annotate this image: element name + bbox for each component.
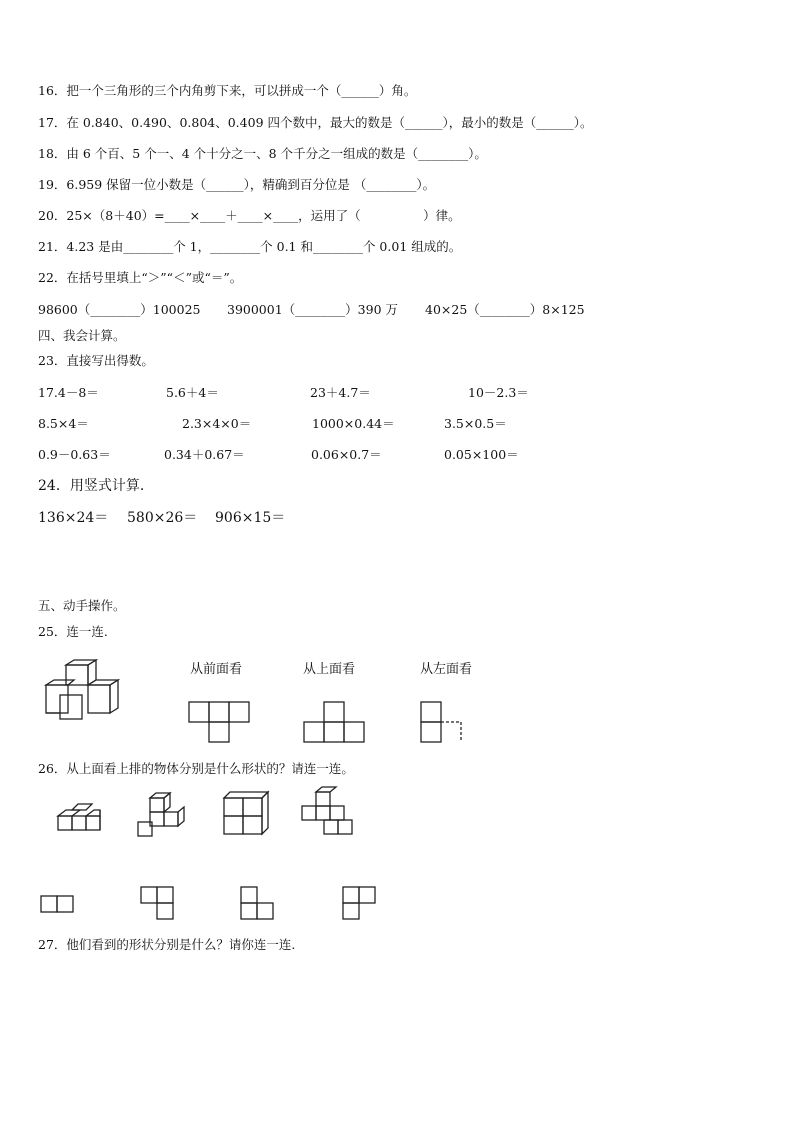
compare-item-3: 40×25（________）8×125 <box>425 302 585 317</box>
question-23: 23．直接写出得数。 <box>38 353 154 368</box>
calc-r1-c2: 5.6＋4＝ <box>166 385 219 400</box>
view-label-left: 从左面看 <box>420 662 473 677</box>
question-26: 26．从上面看上排的物体分别是什么形状的？请连一连。 <box>38 761 354 776</box>
section-4-heading: 四、我会计算。 <box>38 328 126 343</box>
calc-r1-c3: 23＋4.7＝ <box>310 385 371 400</box>
calc-r1-c1: 17.4－8＝ <box>38 385 99 400</box>
question-21: 21．4.23 是由________个 1，________个 0.1 和________个 0.01 组成的。 <box>38 239 462 254</box>
compare-item-2: 3900001（________）390 万 <box>227 302 399 317</box>
top-view-2 <box>140 885 176 923</box>
calc-r3-c1: 0.9－0.63＝ <box>38 447 111 462</box>
calc-r2-c3: 1000×0.44＝ <box>312 416 395 431</box>
view-label-top: 从上面看 <box>303 662 356 677</box>
question-18: 18．由 6 个百、5 个一、4 个十分之一、8 个千分之一组成的数是（________）。 <box>38 146 487 161</box>
question-27: 27．他们看到的形状分别是什么？请你连一连. <box>38 937 296 952</box>
calc-r2-c1: 8.5×4＝ <box>38 416 89 431</box>
calc-r1-c4: 10－2.3＝ <box>468 385 529 400</box>
top-view-3 <box>240 885 276 923</box>
cube-stack-figure <box>44 657 124 722</box>
top-view-4 <box>342 885 378 923</box>
question-20: 20．25×（8＋40）=____×____＋____×____，运用了（ ）律。 <box>38 208 461 223</box>
view-shape-column <box>420 700 466 746</box>
calc-r3-c2: 0.34＋0.67＝ <box>164 447 245 462</box>
view-shape-t <box>188 700 252 746</box>
vertical-calc-2: 580×26＝ <box>127 510 198 526</box>
view-label-front: 从前面看 <box>190 662 243 677</box>
question-19: 19．6.959 保留一位小数是（______），精确到百分位是 （________）。 <box>38 177 436 192</box>
calc-r2-c4: 3.5×0.5＝ <box>444 416 507 431</box>
question-16: 16．把一个三角形的三个内角剪下来，可以拼成一个（______）角。 <box>38 83 417 98</box>
view-shape-inverted-t <box>303 700 367 746</box>
question-24: 24．用竖式计算. <box>38 478 145 494</box>
section-5-heading: 五、动手操作。 <box>38 598 126 613</box>
compare-item-1: 98600（________）100025 <box>38 302 201 317</box>
question-25: 25．连一连. <box>38 624 108 639</box>
calc-r2-c2: 2.3×4×0＝ <box>182 416 252 431</box>
calc-r3-c4: 0.05×100＝ <box>444 447 519 462</box>
vertical-calc-1: 136×24＝ <box>38 510 109 526</box>
object-2 <box>136 790 191 840</box>
question-22: 22．在括号里填上“＞”“＜”或“＝”。 <box>38 270 243 285</box>
question-17: 17．在 0.840、0.490、0.804、0.409 四个数中，最大的数是（______），最小的数是（______）。 <box>38 115 593 130</box>
top-view-1 <box>40 894 76 914</box>
calc-r3-c3: 0.06×0.7＝ <box>311 447 382 462</box>
object-4 <box>300 786 355 838</box>
vertical-calc-3: 906×15＝ <box>215 510 286 526</box>
object-3 <box>222 790 270 838</box>
object-1 <box>56 798 106 838</box>
